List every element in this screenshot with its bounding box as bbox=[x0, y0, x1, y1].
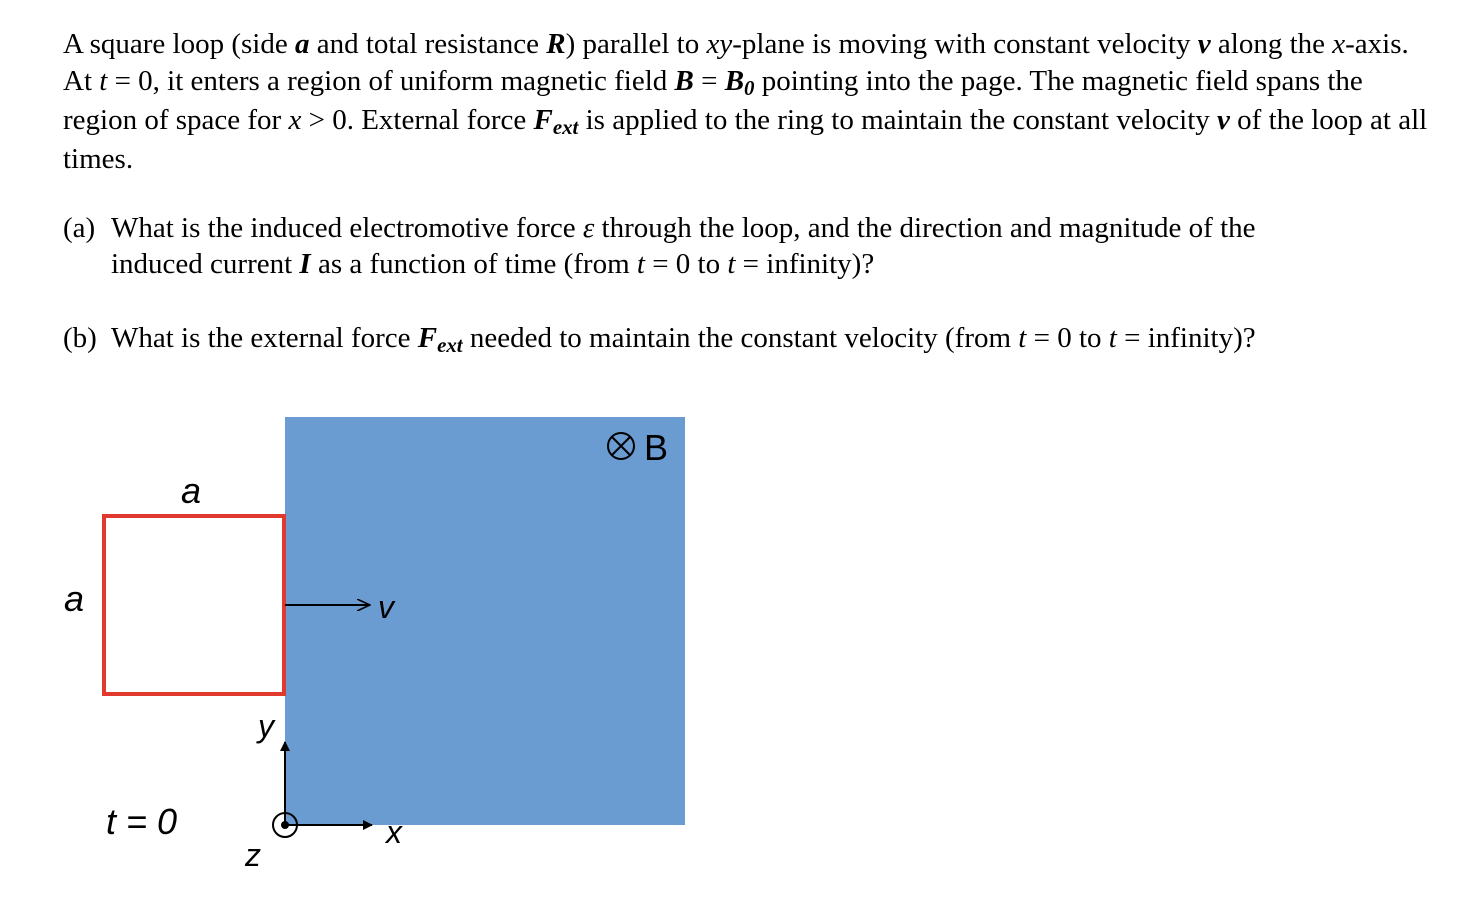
x-axis-label: x bbox=[386, 814, 402, 850]
var-B: B bbox=[674, 65, 694, 97]
time-label: t = 0 bbox=[106, 801, 178, 842]
side-top-label: a bbox=[181, 470, 202, 511]
square-loop bbox=[104, 516, 284, 694]
y-axis-label: y bbox=[258, 708, 274, 744]
question-a-label: (a) bbox=[63, 212, 96, 244]
field-label: B bbox=[644, 427, 669, 468]
z-axis-label: z bbox=[245, 837, 261, 873]
question-b-text: What is the external force Fext needed to maintain the constant velocity (from t = 0 to t = infinity)? bbox=[111, 322, 1256, 358]
var-a: a bbox=[294, 28, 310, 60]
problem-statement: A square loop (side a and total resistance R) parallel to xy-plane is moving with constant velocity v along the x-axis. At t = 0, it enters a region of uniform magnetic field B = B0 pointing into the page. The magnetic field spans the region of space for x > 0. External force Fext is applied to the ring to maintain the constant velocity v of the loop at all times. bbox=[63, 28, 1428, 175]
var-v: v bbox=[1197, 28, 1211, 60]
question-a-text: What is the induced electromotive force ε through the loop, and the direction and magnitude of the induced current I as a function of time (from t = 0 to t = infinity)? bbox=[111, 212, 1256, 280]
question-b-label: (b) bbox=[63, 322, 97, 354]
velocity-label: v bbox=[378, 589, 394, 625]
magnetic-field-region bbox=[285, 417, 685, 825]
var-F: F bbox=[533, 104, 553, 136]
side-left-label: a bbox=[64, 578, 85, 619]
var-R: R bbox=[546, 28, 566, 60]
